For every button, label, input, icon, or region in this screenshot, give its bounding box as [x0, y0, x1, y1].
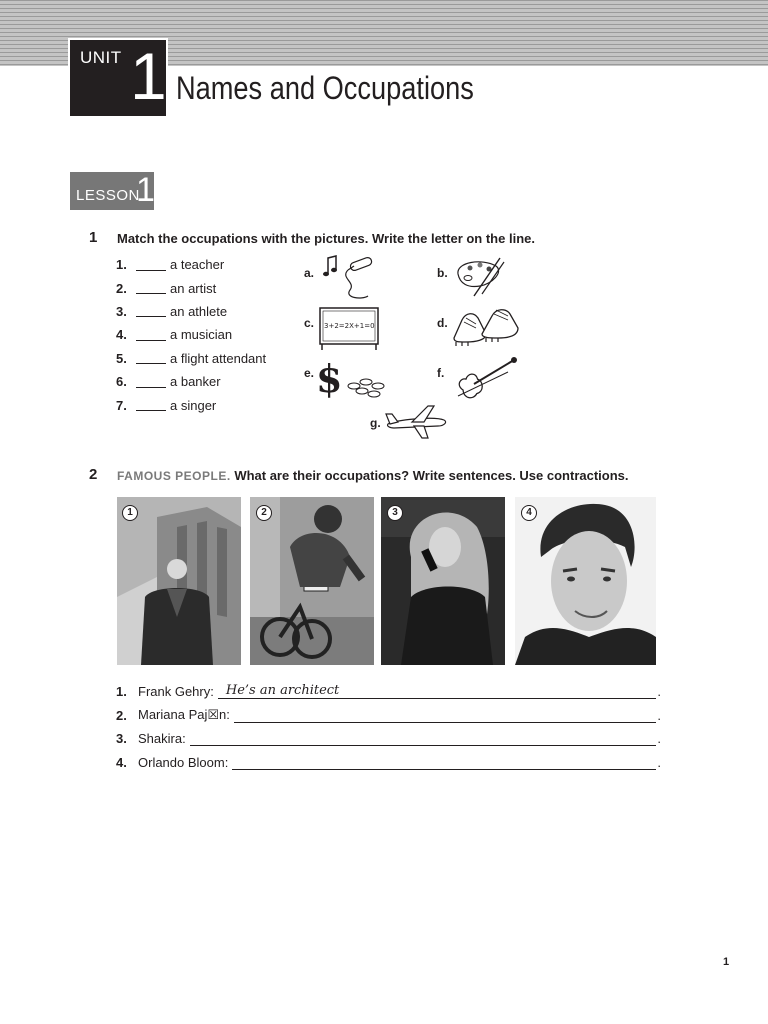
item-text: a teacher: [170, 257, 225, 273]
answer-list: [116, 676, 661, 770]
item-number: 7.: [116, 397, 127, 413]
list-item: [116, 393, 296, 416]
photo-4: [515, 497, 656, 665]
answer-blank[interactable]: [136, 376, 166, 388]
item-text: an artist: [170, 280, 217, 296]
list-item: 2. Mariana Paj☒n: .: [116, 706, 661, 723]
exercise-2-number: 2: [89, 466, 98, 483]
item-number: 1.: [116, 257, 127, 273]
exercise-2-instruction-line: [117, 468, 629, 483]
person-name: Shakira:: [138, 731, 186, 747]
photo-badge-1: 1: [122, 505, 138, 521]
picture-letter-b: b.: [437, 266, 448, 280]
answer-blank[interactable]: [136, 282, 166, 294]
photo-badge-4: 4: [521, 505, 537, 521]
picture-letter-g: g.: [370, 416, 381, 430]
item-number: 3.: [116, 303, 127, 319]
person-name: Mariana Paj☒n:: [138, 706, 230, 722]
dollar-coins-icon: [316, 356, 388, 400]
exercise-1-number: 1: [89, 229, 98, 246]
item-text: an athlete: [170, 303, 228, 319]
picture-letter-d: d.: [437, 316, 448, 330]
list-item: 3. Shakira: .: [116, 731, 661, 747]
item-number: 6.: [116, 374, 127, 390]
unit-label: UNIT: [80, 48, 122, 67]
picture-letter-a: a.: [304, 266, 315, 280]
item-number: 3.: [116, 731, 127, 747]
item-text: a flight attendant: [170, 350, 267, 366]
chalkboard-icon: [318, 306, 382, 350]
picture-letter-f: f.: [437, 366, 445, 380]
list-item: 4. Orlando Bloom: .: [116, 754, 661, 770]
item-number: 1.: [116, 684, 127, 700]
lesson-label: LESSON: [76, 187, 140, 204]
violin-icon: [454, 356, 520, 402]
answer-line[interactable]: [218, 684, 657, 699]
photo-badge-3: 3: [387, 505, 403, 521]
page-title: Names and Occupations: [176, 70, 474, 106]
microphone-music-note-icon: [322, 252, 382, 304]
item-number: 4.: [116, 327, 127, 343]
page-number: 1: [723, 956, 730, 968]
picture-letter-c: c.: [304, 316, 315, 330]
answer-blank[interactable]: [136, 352, 166, 364]
person-name: Orlando Bloom:: [138, 754, 229, 770]
item-number: 2.: [116, 707, 127, 723]
photo-3: [381, 497, 505, 665]
answer-line[interactable]: [234, 708, 657, 723]
unit-number: 1: [130, 39, 167, 113]
item-text: a singer: [170, 397, 217, 413]
match-list: [116, 253, 296, 417]
item-number: 2.: [116, 280, 127, 296]
paint-palette-icon: [452, 254, 508, 300]
answer-blank[interactable]: [136, 259, 166, 271]
lesson-badge: [70, 172, 154, 210]
unit-badge: [70, 40, 166, 116]
list-item: [116, 276, 296, 299]
list-item: [116, 347, 296, 370]
item-number: 5.: [116, 350, 127, 366]
photo-1: [117, 497, 241, 665]
answer-blank[interactable]: [136, 329, 166, 341]
answer-line[interactable]: [190, 731, 657, 746]
photo-2: [250, 497, 374, 665]
person-name: Frank Gehry:: [138, 684, 214, 700]
chalkboard-equation: 3+2=2X+1=0: [324, 322, 375, 330]
list-item: [116, 253, 296, 276]
list-item: [116, 300, 296, 323]
svg-text:$: $: [316, 356, 343, 400]
exercise-2-label: FAMOUS PEOPLE.: [117, 469, 231, 483]
list-item: [116, 323, 296, 346]
exercise-2-instruction: What are their occupations? Write sentences. Use contractions.: [234, 468, 629, 483]
picture-letter-e: e.: [304, 366, 315, 380]
item-number: 4.: [116, 754, 127, 770]
airplane-icon: [384, 402, 450, 440]
answer-blank[interactable]: [136, 399, 166, 411]
photo-badge-2: 2: [256, 505, 272, 521]
list-item: 1. Frank Gehry: He’s an architect .: [116, 683, 661, 700]
item-text: a musician: [170, 327, 233, 343]
handwritten-answer: He’s an architect: [225, 683, 340, 699]
athletic-shoes-icon: [452, 306, 520, 350]
item-text: a banker: [170, 374, 221, 390]
exercise-1-instruction: Match the occupations with the pictures. Write the letter on the line.: [117, 231, 535, 246]
answer-blank[interactable]: [136, 305, 166, 317]
answer-line[interactable]: [232, 755, 656, 770]
list-item: [116, 370, 296, 393]
lesson-number: 1: [136, 171, 155, 209]
